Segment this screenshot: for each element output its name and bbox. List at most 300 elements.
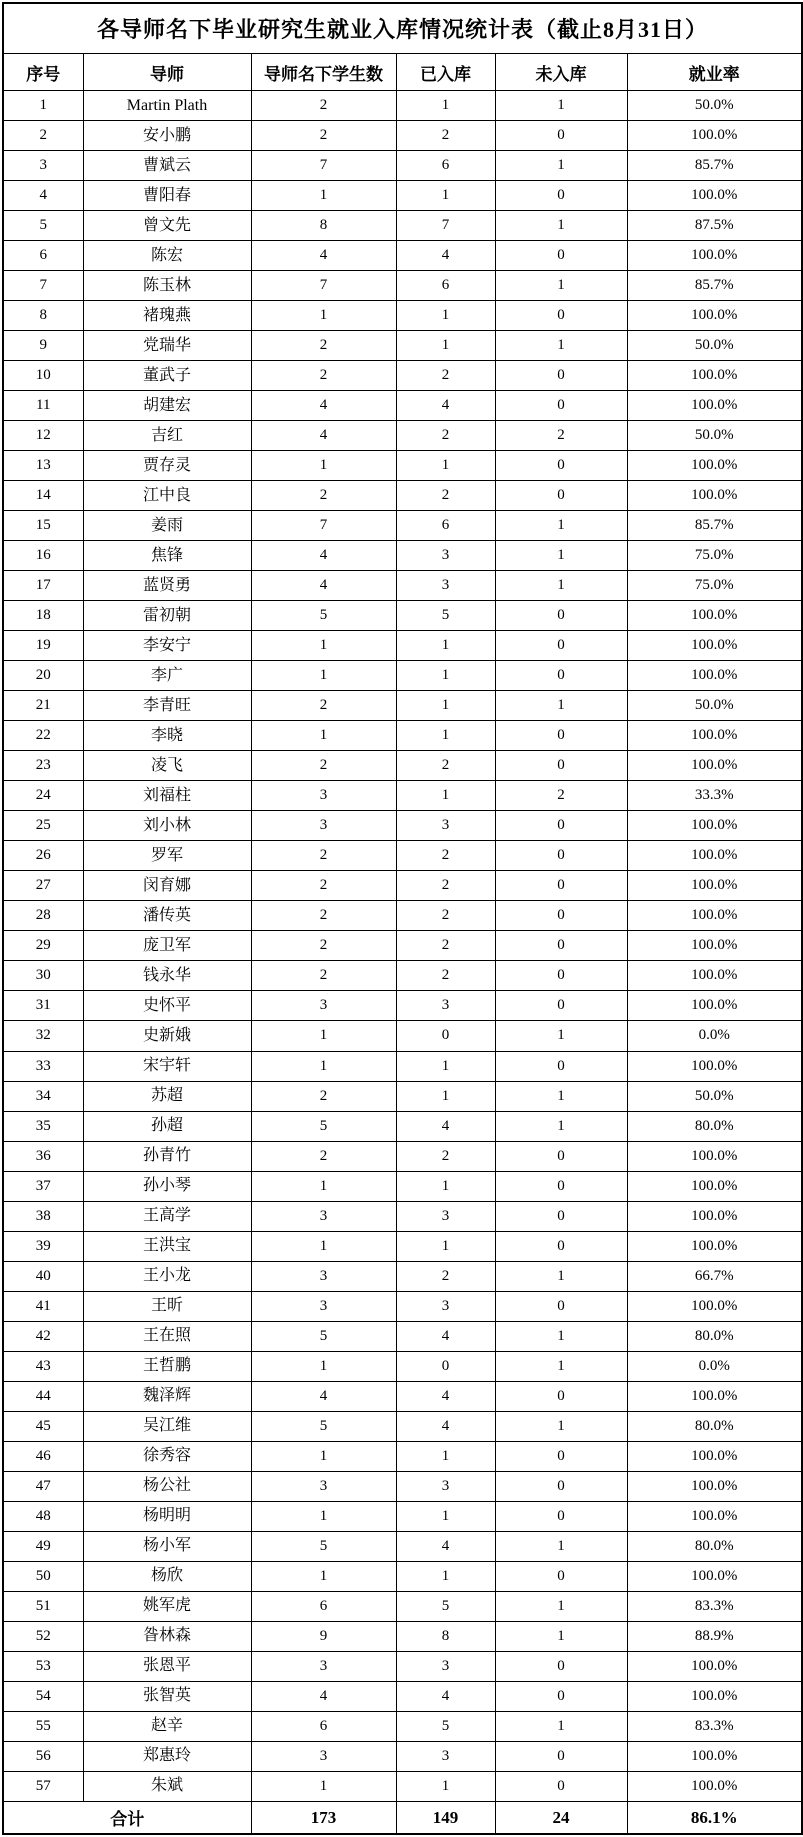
cell-enrolled: 8 [396,1621,495,1651]
cell-not-enrolled: 0 [495,1771,627,1801]
table-row [3,1231,802,1261]
cell-advisor: 凌飞 [83,751,251,781]
cell-rate: 100.0% [627,301,802,331]
cell-students: 2 [251,1141,396,1171]
header-cell-not-enrolled: 未入库 [495,54,627,91]
cell-not-enrolled: 0 [495,991,627,1021]
cell-enrolled: 1 [396,1441,495,1471]
cell-students: 2 [251,361,396,391]
table-row [3,271,802,301]
cell-enrolled: 1 [396,781,495,811]
cell-advisor: 昝林森 [83,1621,251,1651]
cell-students: 4 [251,421,396,451]
cell-students: 3 [251,991,396,1021]
cell-rate: 100.0% [627,751,802,781]
table-row [3,1741,802,1771]
cell-rate: 100.0% [627,841,802,871]
cell-not-enrolled: 1 [495,1021,627,1051]
table-row [3,451,802,481]
cell-rate: 100.0% [627,1561,802,1591]
cell-not-enrolled: 0 [495,391,627,421]
cell-not-enrolled: 0 [495,661,627,691]
cell-students: 2 [251,331,396,361]
cell-students: 1 [251,1231,396,1261]
table-row [3,721,802,751]
cell-no: 36 [3,1141,83,1171]
cell-students: 7 [251,151,396,181]
cell-enrolled: 7 [396,211,495,241]
cell-not-enrolled: 1 [495,511,627,541]
cell-not-enrolled: 1 [495,211,627,241]
cell-enrolled: 4 [396,1381,495,1411]
cell-rate: 100.0% [627,1741,802,1771]
header-cell-advisor: 导师 [83,54,251,91]
cell-students: 7 [251,511,396,541]
cell-no: 46 [3,1441,83,1471]
cell-advisor: 庞卫军 [83,931,251,961]
cell-enrolled: 1 [396,1501,495,1531]
cell-rate: 100.0% [627,1201,802,1231]
cell-not-enrolled: 1 [495,541,627,571]
cell-rate: 50.0% [627,1081,802,1111]
cell-enrolled: 1 [396,1051,495,1081]
cell-not-enrolled: 0 [495,181,627,211]
cell-enrolled: 2 [396,751,495,781]
table-body [3,91,802,1802]
cell-students: 3 [251,1261,396,1291]
header-cell-students: 导师名下学生数 [251,54,396,91]
cell-no: 44 [3,1381,83,1411]
cell-students: 7 [251,271,396,301]
table-row [3,1291,802,1321]
cell-students: 5 [251,1411,396,1441]
table-row [3,841,802,871]
table-row [3,901,802,931]
cell-no: 47 [3,1471,83,1501]
cell-no: 26 [3,841,83,871]
table-row [3,421,802,451]
cell-students: 2 [251,91,396,121]
cell-students: 4 [251,1381,396,1411]
cell-no: 54 [3,1681,83,1711]
cell-not-enrolled: 0 [495,751,627,781]
cell-no: 10 [3,361,83,391]
cell-not-enrolled: 0 [495,1051,627,1081]
cell-no: 19 [3,631,83,661]
cell-no: 48 [3,1501,83,1531]
cell-advisor: 姚军虎 [83,1591,251,1621]
header-cell-no: 序号 [3,54,83,91]
cell-no: 50 [3,1561,83,1591]
cell-no: 11 [3,391,83,421]
cell-enrolled: 1 [396,631,495,661]
table-row [3,241,802,271]
table-row [3,1171,802,1201]
cell-students: 5 [251,1111,396,1141]
cell-no: 53 [3,1651,83,1681]
cell-advisor: 陈玉林 [83,271,251,301]
cell-enrolled: 4 [396,391,495,421]
table-row [3,691,802,721]
cell-not-enrolled: 0 [495,1501,627,1531]
table-row [3,1681,802,1711]
cell-students: 3 [251,781,396,811]
cell-students: 5 [251,1321,396,1351]
cell-rate: 100.0% [627,1381,802,1411]
cell-not-enrolled: 0 [495,841,627,871]
cell-rate: 100.0% [627,931,802,961]
cell-rate: 100.0% [627,481,802,511]
total-not-enrolled: 24 [495,1802,627,1835]
title-row [3,3,802,54]
table-row [3,571,802,601]
cell-advisor: 李广 [83,661,251,691]
cell-students: 6 [251,1591,396,1621]
cell-not-enrolled: 1 [495,271,627,301]
cell-enrolled: 1 [396,661,495,691]
cell-advisor: 张智英 [83,1681,251,1711]
cell-enrolled: 5 [396,1591,495,1621]
total-row [3,1802,802,1835]
cell-enrolled: 3 [396,541,495,571]
cell-no: 25 [3,811,83,841]
cell-no: 4 [3,181,83,211]
cell-rate: 100.0% [627,451,802,481]
cell-no: 1 [3,91,83,121]
table-row [3,1531,802,1561]
cell-not-enrolled: 0 [495,361,627,391]
cell-rate: 85.7% [627,511,802,541]
table-row [3,541,802,571]
cell-no: 45 [3,1411,83,1441]
cell-students: 1 [251,631,396,661]
cell-not-enrolled: 1 [495,1591,627,1621]
cell-students: 1 [251,1171,396,1201]
cell-enrolled: 1 [396,91,495,121]
cell-not-enrolled: 1 [495,1621,627,1651]
cell-no: 2 [3,121,83,151]
cell-rate: 75.0% [627,541,802,571]
total-label: 合计 [3,1802,251,1835]
cell-rate: 100.0% [627,961,802,991]
cell-enrolled: 5 [396,601,495,631]
cell-students: 1 [251,1351,396,1381]
table-row [3,931,802,961]
table-row [3,781,802,811]
table-row [3,181,802,211]
table-row [3,1201,802,1231]
cell-enrolled: 1 [396,1771,495,1801]
cell-advisor: 刘福柱 [83,781,251,811]
cell-not-enrolled: 0 [495,481,627,511]
cell-enrolled: 2 [396,901,495,931]
cell-rate: 100.0% [627,871,802,901]
cell-advisor: 郑惠玲 [83,1741,251,1771]
table-row [3,811,802,841]
cell-no: 12 [3,421,83,451]
cell-rate: 100.0% [627,181,802,211]
table-row [3,1381,802,1411]
cell-enrolled: 4 [396,241,495,271]
total-rate: 86.1% [627,1802,802,1835]
cell-enrolled: 4 [396,1321,495,1351]
cell-not-enrolled: 0 [495,601,627,631]
cell-rate: 85.7% [627,271,802,301]
cell-students: 2 [251,1081,396,1111]
cell-enrolled: 1 [396,721,495,751]
cell-enrolled: 4 [396,1531,495,1561]
cell-advisor: 潘传英 [83,901,251,931]
cell-advisor: 史怀平 [83,991,251,1021]
cell-rate: 50.0% [627,91,802,121]
table-row [3,661,802,691]
cell-not-enrolled: 1 [495,1411,627,1441]
table-row [3,361,802,391]
table-row [3,1141,802,1171]
cell-no: 20 [3,661,83,691]
cell-students: 1 [251,721,396,751]
table-row [3,1561,802,1591]
cell-not-enrolled: 1 [495,1261,627,1291]
cell-no: 13 [3,451,83,481]
cell-no: 56 [3,1741,83,1771]
cell-rate: 100.0% [627,1501,802,1531]
cell-advisor: 张恩平 [83,1651,251,1681]
cell-no: 21 [3,691,83,721]
cell-not-enrolled: 0 [495,1141,627,1171]
cell-advisor: 胡建宏 [83,391,251,421]
cell-no: 16 [3,541,83,571]
cell-enrolled: 3 [396,1471,495,1501]
cell-not-enrolled: 0 [495,1291,627,1321]
cell-students: 4 [251,571,396,601]
cell-rate: 100.0% [627,241,802,271]
cell-students: 6 [251,1711,396,1741]
cell-no: 15 [3,511,83,541]
cell-not-enrolled: 0 [495,301,627,331]
cell-not-enrolled: 1 [495,571,627,601]
cell-not-enrolled: 1 [495,1351,627,1381]
cell-rate: 83.3% [627,1711,802,1741]
cell-enrolled: 6 [396,271,495,301]
cell-enrolled: 6 [396,151,495,181]
cell-advisor: 史新娥 [83,1021,251,1051]
cell-not-enrolled: 0 [495,1741,627,1771]
cell-enrolled: 0 [396,1351,495,1381]
cell-students: 8 [251,211,396,241]
cell-rate: 0.0% [627,1351,802,1381]
cell-enrolled: 1 [396,301,495,331]
cell-students: 2 [251,841,396,871]
cell-no: 33 [3,1051,83,1081]
table-row [3,601,802,631]
cell-advisor: 曾文先 [83,211,251,241]
cell-no: 49 [3,1531,83,1561]
cell-enrolled: 3 [396,991,495,1021]
cell-enrolled: 2 [396,871,495,901]
cell-not-enrolled: 0 [495,1651,627,1681]
cell-not-enrolled: 1 [495,1711,627,1741]
cell-advisor: 董武子 [83,361,251,391]
cell-enrolled: 1 [396,1561,495,1591]
table-row [3,301,802,331]
cell-no: 52 [3,1621,83,1651]
cell-rate: 50.0% [627,331,802,361]
cell-students: 3 [251,1291,396,1321]
table-title: 各导师名下毕业研究生就业入库情况统计表（截止8月31日） [3,3,802,54]
table-row [3,1111,802,1141]
cell-not-enrolled: 1 [495,1321,627,1351]
cell-no: 9 [3,331,83,361]
table-row [3,871,802,901]
table-row [3,91,802,121]
cell-enrolled: 2 [396,961,495,991]
cell-enrolled: 1 [396,331,495,361]
cell-enrolled: 6 [396,511,495,541]
cell-advisor: 李青旺 [83,691,251,721]
table-row [3,1651,802,1681]
cell-students: 1 [251,1561,396,1591]
cell-students: 1 [251,1051,396,1081]
cell-advisor: Martin Plath [83,91,251,121]
cell-advisor: 王小龙 [83,1261,251,1291]
cell-no: 29 [3,931,83,961]
total-enrolled: 149 [396,1802,495,1835]
cell-rate: 100.0% [627,1651,802,1681]
cell-enrolled: 3 [396,811,495,841]
cell-no: 6 [3,241,83,271]
cell-enrolled: 1 [396,1231,495,1261]
cell-students: 1 [251,1501,396,1531]
cell-not-enrolled: 2 [495,421,627,451]
cell-advisor: 孙小琴 [83,1171,251,1201]
cell-advisor: 王高学 [83,1201,251,1231]
cell-rate: 100.0% [627,361,802,391]
cell-not-enrolled: 0 [495,121,627,151]
table-row [3,481,802,511]
cell-rate: 80.0% [627,1531,802,1561]
cell-students: 4 [251,241,396,271]
cell-not-enrolled: 0 [495,1441,627,1471]
advisor-employment-table [2,2,803,1835]
cell-not-enrolled: 0 [495,931,627,961]
cell-advisor: 王哲鹏 [83,1351,251,1381]
table-row [3,1441,802,1471]
cell-rate: 100.0% [627,811,802,841]
cell-no: 42 [3,1321,83,1351]
table-row [3,1051,802,1081]
cell-students: 2 [251,901,396,931]
cell-advisor: 杨欣 [83,1561,251,1591]
cell-no: 40 [3,1261,83,1291]
cell-advisor: 罗军 [83,841,251,871]
cell-rate: 100.0% [627,1051,802,1081]
cell-rate: 100.0% [627,1471,802,1501]
cell-advisor: 雷初朝 [83,601,251,631]
table-row [3,331,802,361]
table-row [3,961,802,991]
cell-students: 1 [251,451,396,481]
cell-students: 4 [251,391,396,421]
cell-advisor: 杨公社 [83,1471,251,1501]
cell-advisor: 闵育娜 [83,871,251,901]
cell-advisor: 江中良 [83,481,251,511]
cell-no: 43 [3,1351,83,1381]
cell-advisor: 刘小林 [83,811,251,841]
cell-students: 2 [251,961,396,991]
cell-rate: 100.0% [627,1681,802,1711]
cell-students: 4 [251,541,396,571]
cell-enrolled: 2 [396,1141,495,1171]
cell-students: 1 [251,1441,396,1471]
cell-no: 30 [3,961,83,991]
cell-rate: 66.7% [627,1261,802,1291]
cell-enrolled: 4 [396,1111,495,1141]
total-students: 173 [251,1802,396,1835]
cell-students: 9 [251,1621,396,1651]
table-row [3,1081,802,1111]
table-row [3,151,802,181]
cell-students: 3 [251,1741,396,1771]
cell-advisor: 杨小军 [83,1531,251,1561]
cell-not-enrolled: 0 [495,811,627,841]
table-row [3,751,802,781]
table-row [3,1471,802,1501]
cell-rate: 100.0% [627,1231,802,1261]
cell-rate: 83.3% [627,1591,802,1621]
table-row [3,1351,802,1381]
cell-no: 5 [3,211,83,241]
header-row [3,54,802,91]
cell-students: 5 [251,601,396,631]
table-row [3,391,802,421]
cell-advisor: 赵辛 [83,1711,251,1741]
cell-no: 18 [3,601,83,631]
cell-advisor: 李晓 [83,721,251,751]
table-row [3,121,802,151]
cell-students: 5 [251,1531,396,1561]
cell-students: 3 [251,1471,396,1501]
cell-advisor: 陈宏 [83,241,251,271]
cell-not-enrolled: 1 [495,1111,627,1141]
cell-advisor: 党瑞华 [83,331,251,361]
cell-advisor: 褚瑰燕 [83,301,251,331]
cell-advisor: 孙青竹 [83,1141,251,1171]
cell-rate: 100.0% [627,721,802,751]
cell-students: 2 [251,871,396,901]
cell-rate: 87.5% [627,211,802,241]
table-row [3,1771,802,1801]
header-cell-enrolled: 已入库 [396,54,495,91]
cell-rate: 85.7% [627,151,802,181]
cell-enrolled: 4 [396,1681,495,1711]
cell-students: 1 [251,1021,396,1051]
cell-students: 1 [251,1771,396,1801]
cell-enrolled: 2 [396,121,495,151]
cell-advisor: 李安宁 [83,631,251,661]
cell-no: 41 [3,1291,83,1321]
cell-no: 38 [3,1201,83,1231]
cell-rate: 80.0% [627,1411,802,1441]
cell-enrolled: 1 [396,181,495,211]
cell-not-enrolled: 0 [495,631,627,661]
cell-rate: 100.0% [627,1441,802,1471]
cell-no: 39 [3,1231,83,1261]
cell-students: 4 [251,1681,396,1711]
cell-advisor: 朱斌 [83,1771,251,1801]
cell-enrolled: 1 [396,691,495,721]
cell-students: 2 [251,931,396,961]
